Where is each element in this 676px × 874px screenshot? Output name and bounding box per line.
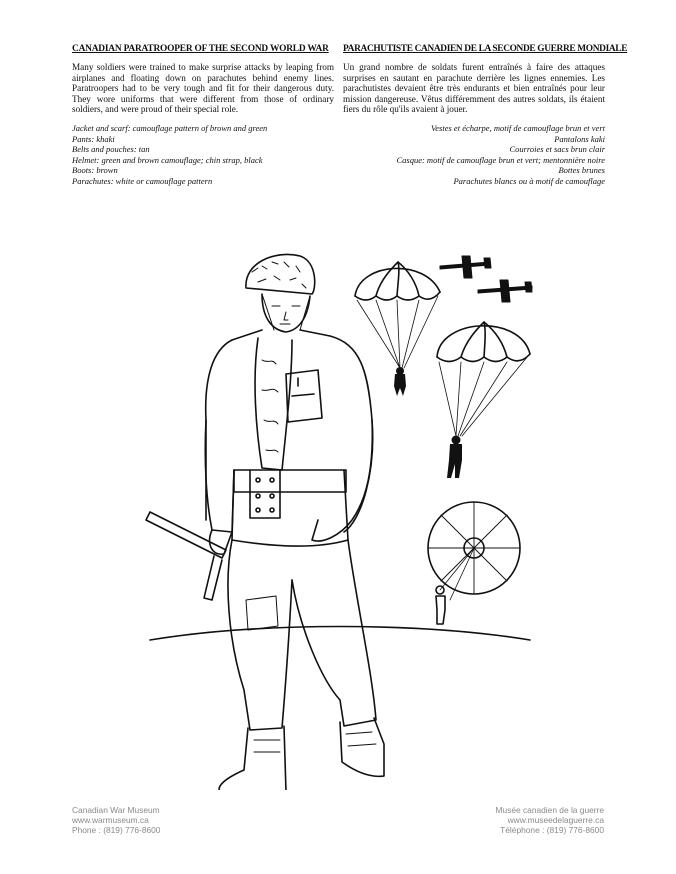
english-title: CANADIAN PARATROOPER OF THE SECOND WORLD WAR [72,44,329,54]
footer-website-fr: www.museedelaguerre.ca [507,814,604,825]
footer-phone-en: Phone : (819) 776-8600 [72,824,161,835]
french-color-guide [343,123,605,187]
french-paragraph: Un grand nombre de soldats furent entraînés à faire des attaques surprises en sautant en parachute derrière les lignes ennemies. Les parachutistes devaient être très endurants et bien entraînés pour leur mission dangereuse. Vêtus différemment des autres soldats, ils étaient fiers du rôle qu'ils avaient à jouer. [343,62,605,115]
french-spec-pants: Pantalons kaki [554,133,605,144]
parachutist-top [394,367,406,396]
paratrooper-figure [146,254,384,790]
paratrooper-coloring-illustration [0,230,676,790]
french-spec-jacket: Vestes et écharpe, motif de camouflage brun et vert [431,122,605,133]
english-spec-helmet: Helmet: green and brown camouflage; chin strap, black [72,154,263,165]
english-color-guide [72,123,334,187]
english-spec-belts: Belts and pouches: tan [72,144,150,155]
parachute-landing [428,502,520,624]
footer-museum-name-en: Canadian War Museum [72,805,160,815]
footer-museum-name-fr: Musée canadien de la guerre [495,805,604,815]
english-spec-boots: Boots: brown [72,165,118,176]
french-spec-parachutes: Parachutes blancs ou à motif de camouflage [453,175,605,186]
french-spec-helmet: Casque: motif de camouflage brun et vert; mentonnière noire [396,154,605,165]
english-column [72,44,334,187]
parachute-top [355,262,440,396]
english-spec-pants: Pants: khaki [72,133,115,144]
aircraft-lower [478,280,532,302]
footer-website-en: www.warmuseum.ca [72,814,149,825]
footer-phone-fr: Téléphone : (819) 776-8600 [500,824,604,835]
french-spec-belts: Courroies et sacs brun clair [509,144,605,155]
ground-line [150,627,530,641]
french-spec-boots: Bottes brunes [558,165,605,176]
english-spec-parachutes: Parachutes: white or camouflage pattern [72,175,213,186]
parachute-middle [437,322,530,478]
english-paragraph: Many soldiers were trained to make surprise attacks by leaping from airplanes and floating down on parachutes behind enemy lines. Paratroopers had to be very tough and fit for their dangerous duty. They wore uniforms that were different from those of ordinary soldiers, and were proud of their special role. [72,62,334,115]
footer-english [72,806,160,835]
footer-french [496,806,604,835]
parachutist-landing [436,586,445,624]
english-spec-jacket: Jacket and scarf: camouflage pattern of brown and green [72,122,268,133]
parachutist-middle [447,436,462,479]
french-title: PARACHUTISTE CANADIEN DE LA SECONDE GUERRE MONDIALE [343,44,628,54]
aircraft-upper [440,256,491,278]
french-column [343,44,628,187]
